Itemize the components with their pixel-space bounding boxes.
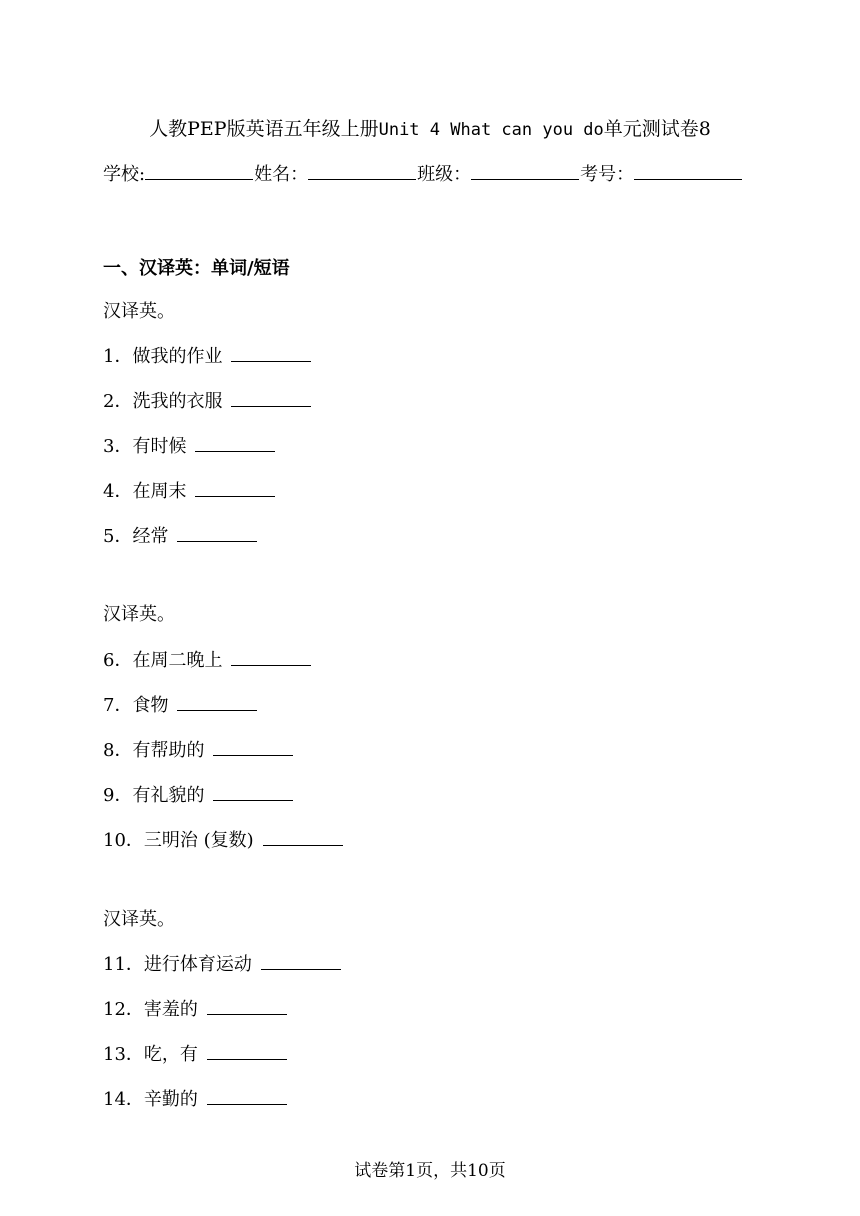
answer-blank[interactable] [261,951,341,970]
question-number: 5． [103,526,133,547]
question-text: 吃，有 [143,1044,198,1065]
question-item [103,1040,287,1066]
page-footer: 试卷第1页，共10页 [354,1161,506,1181]
group-instruction: 汉译英。 [103,604,175,625]
question-item [103,736,293,762]
question-number: 1． [103,346,133,367]
question-item [103,995,287,1021]
question-item [103,646,311,672]
number-label: 考号： [580,164,635,185]
name-blank[interactable] [308,161,416,180]
question-text: 三明治 (复数) [143,830,254,851]
question-item [103,387,311,413]
question-number: 8． [103,740,133,761]
title-prefix: 人教PEP版英语五年级上册 [149,118,379,140]
question-text: 进行体育运动 [143,954,252,975]
question-item [103,950,341,976]
title-suffix: 单元测试卷8 [603,118,711,140]
question-text: 洗我的衣服 [132,391,223,412]
question-item [103,691,257,717]
answer-blank[interactable] [231,388,311,407]
school-blank[interactable] [145,161,253,180]
answer-blank[interactable] [177,523,257,542]
answer-blank[interactable] [195,433,275,452]
question-item [103,781,293,807]
question-text: 经常 [132,526,169,547]
question-item [103,432,275,458]
question-text: 辛勤的 [143,1089,198,1110]
number-blank[interactable] [634,161,742,180]
answer-blank[interactable] [231,343,311,362]
school-label: 学校: [103,164,146,185]
answer-blank[interactable] [207,1086,287,1105]
question-number: 6． [103,650,133,671]
question-item [103,477,275,503]
answer-blank[interactable] [177,692,257,711]
question-number: 12． [103,999,144,1020]
question-text: 食物 [132,695,169,716]
question-number: 9． [103,785,133,806]
question-text: 害羞的 [143,999,198,1020]
answer-blank[interactable] [231,647,311,666]
answer-blank[interactable] [207,1041,287,1060]
question-number: 11． [103,954,144,975]
answer-blank[interactable] [213,737,293,756]
student-info-row [103,160,743,186]
answer-blank[interactable] [207,996,287,1015]
question-number: 3． [103,436,133,457]
section-heading: 一、汉译英：单词/短语 [103,258,290,279]
question-text: 在周二晚上 [132,650,223,671]
group-instruction: 汉译英。 [103,909,175,930]
group-instruction: 汉译英。 [103,301,175,322]
answer-blank[interactable] [213,782,293,801]
class-label: 班级： [417,164,472,185]
question-text: 有时候 [132,436,187,457]
question-text: 有礼貌的 [132,785,205,806]
question-number: 4． [103,481,133,502]
answer-blank[interactable] [263,827,343,846]
question-item [103,1085,287,1111]
question-item [103,826,343,852]
question-item [103,522,257,548]
class-blank[interactable] [471,161,579,180]
document-title [0,114,860,141]
question-number: 13． [103,1044,144,1065]
question-number: 2． [103,391,133,412]
question-text: 在周末 [132,481,187,502]
question-text: 做我的作业 [132,346,223,367]
question-number: 10． [103,830,144,851]
question-number: 7． [103,695,133,716]
answer-blank[interactable] [195,478,275,497]
question-number: 14． [103,1089,144,1110]
question-item [103,342,311,368]
question-text: 有帮助的 [132,740,205,761]
name-label: 姓名： [254,164,309,185]
title-unit: Unit 4 What can you do [378,120,604,140]
